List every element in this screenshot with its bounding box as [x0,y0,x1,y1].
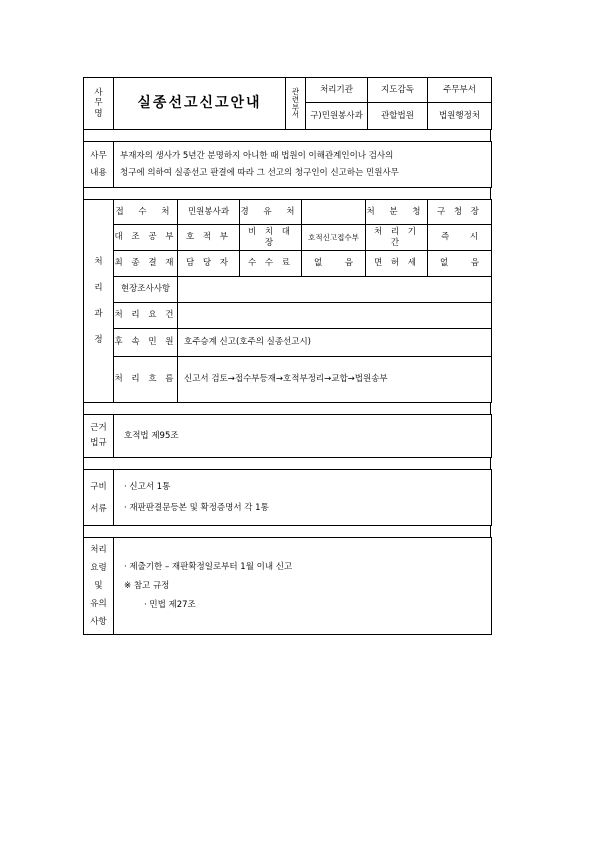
description-text: 부재자의 생사가 5년간 분명하지 아니한 때 법원이 이해관계인이나 검사의 청구에 의하여 실종선고 판결에 따라 그 선고의 청구인이 신고하는 민원사무 [114,142,492,188]
supervision-value: 관할법원 [368,103,428,130]
disposal-agency-value: 구 청 장 [428,200,492,225]
processing-agency-value: 구)민원봉사과 [306,103,368,130]
legal-label: 근거 법규 [84,415,114,458]
documents-table [83,469,492,526]
processing-agency-head: 처리기관 [306,78,368,103]
flow-label: 처 리 흐 름 [114,357,178,403]
reference-register-value: 호 적 부 [178,225,240,251]
site-survey-value [178,277,492,303]
reception-value: 민원봉사과 [178,200,240,225]
license-tax-value: 없 음 [428,251,492,277]
process-table [83,199,492,403]
documents-list [114,470,492,526]
ledger-label: 비 치 대 장 [240,225,302,251]
header-table [83,77,492,130]
disposal-agency-label: 처 분 청 [366,200,428,225]
page-title: 실종선고신고안내 [114,78,286,130]
processing-period-value: 즉 시 [428,225,492,251]
description-table [83,141,492,188]
guide-form [83,77,491,635]
legal-value: 호적법 제95조 [114,415,492,458]
flow-value: 신고서 검토→접수부등재→호적부정리→교합→법원송부 [178,357,492,403]
followup-value: 호주승계 신고(호주의 실종선고시) [178,329,492,357]
ledger-value: 호적신고접수부 [302,225,366,251]
notes-text: · 제출기한 – 재판확정일로부터 1월 이내 신고 ※ 참고 규정 · 민법 제27조 [114,538,492,635]
related-dept-label: 관 련 부 서 [286,78,306,130]
reference-register-label: 대 조 공 부 [114,225,178,251]
site-survey-label: 현장조사사항 [114,277,178,303]
final-approval-value: 담 당 자 [178,251,240,277]
requirements-value [178,303,492,329]
via-label: 경 유 처 [240,200,302,225]
notes-label: 처리 요령 및 유의 사항 [84,538,114,635]
legal-table [83,414,492,458]
documents-label: 구비 서류 [84,470,114,526]
fee-value: 없 음 [302,251,366,277]
section-name-label: 사 무 명 [84,78,114,130]
main-dept-head: 주무부서 [428,78,492,103]
requirements-label: 처 리 요 건 [114,303,178,329]
description-label: 사무 내용 [84,142,114,188]
process-label: 처 리 과 정 [84,200,114,403]
main-dept-value: 법원행정처 [428,103,492,130]
reception-label: 접 수 처 [114,200,178,225]
fee-label: 수 수 료 [240,251,302,277]
followup-label: 후 속 민 원 [114,329,178,357]
supervision-head: 지도감독 [368,78,428,103]
notes-table [83,537,492,635]
document-item: · 재판판결문등본 및 확정증명서 각 1통 [124,502,269,513]
document-item: · 신고서 1통 [124,481,171,492]
license-tax-label: 면 허 세 [366,251,428,277]
via-value [302,200,366,225]
processing-period-label: 처 리 기 간 [366,225,428,251]
final-approval-label: 최 종 결 재 [114,251,178,277]
